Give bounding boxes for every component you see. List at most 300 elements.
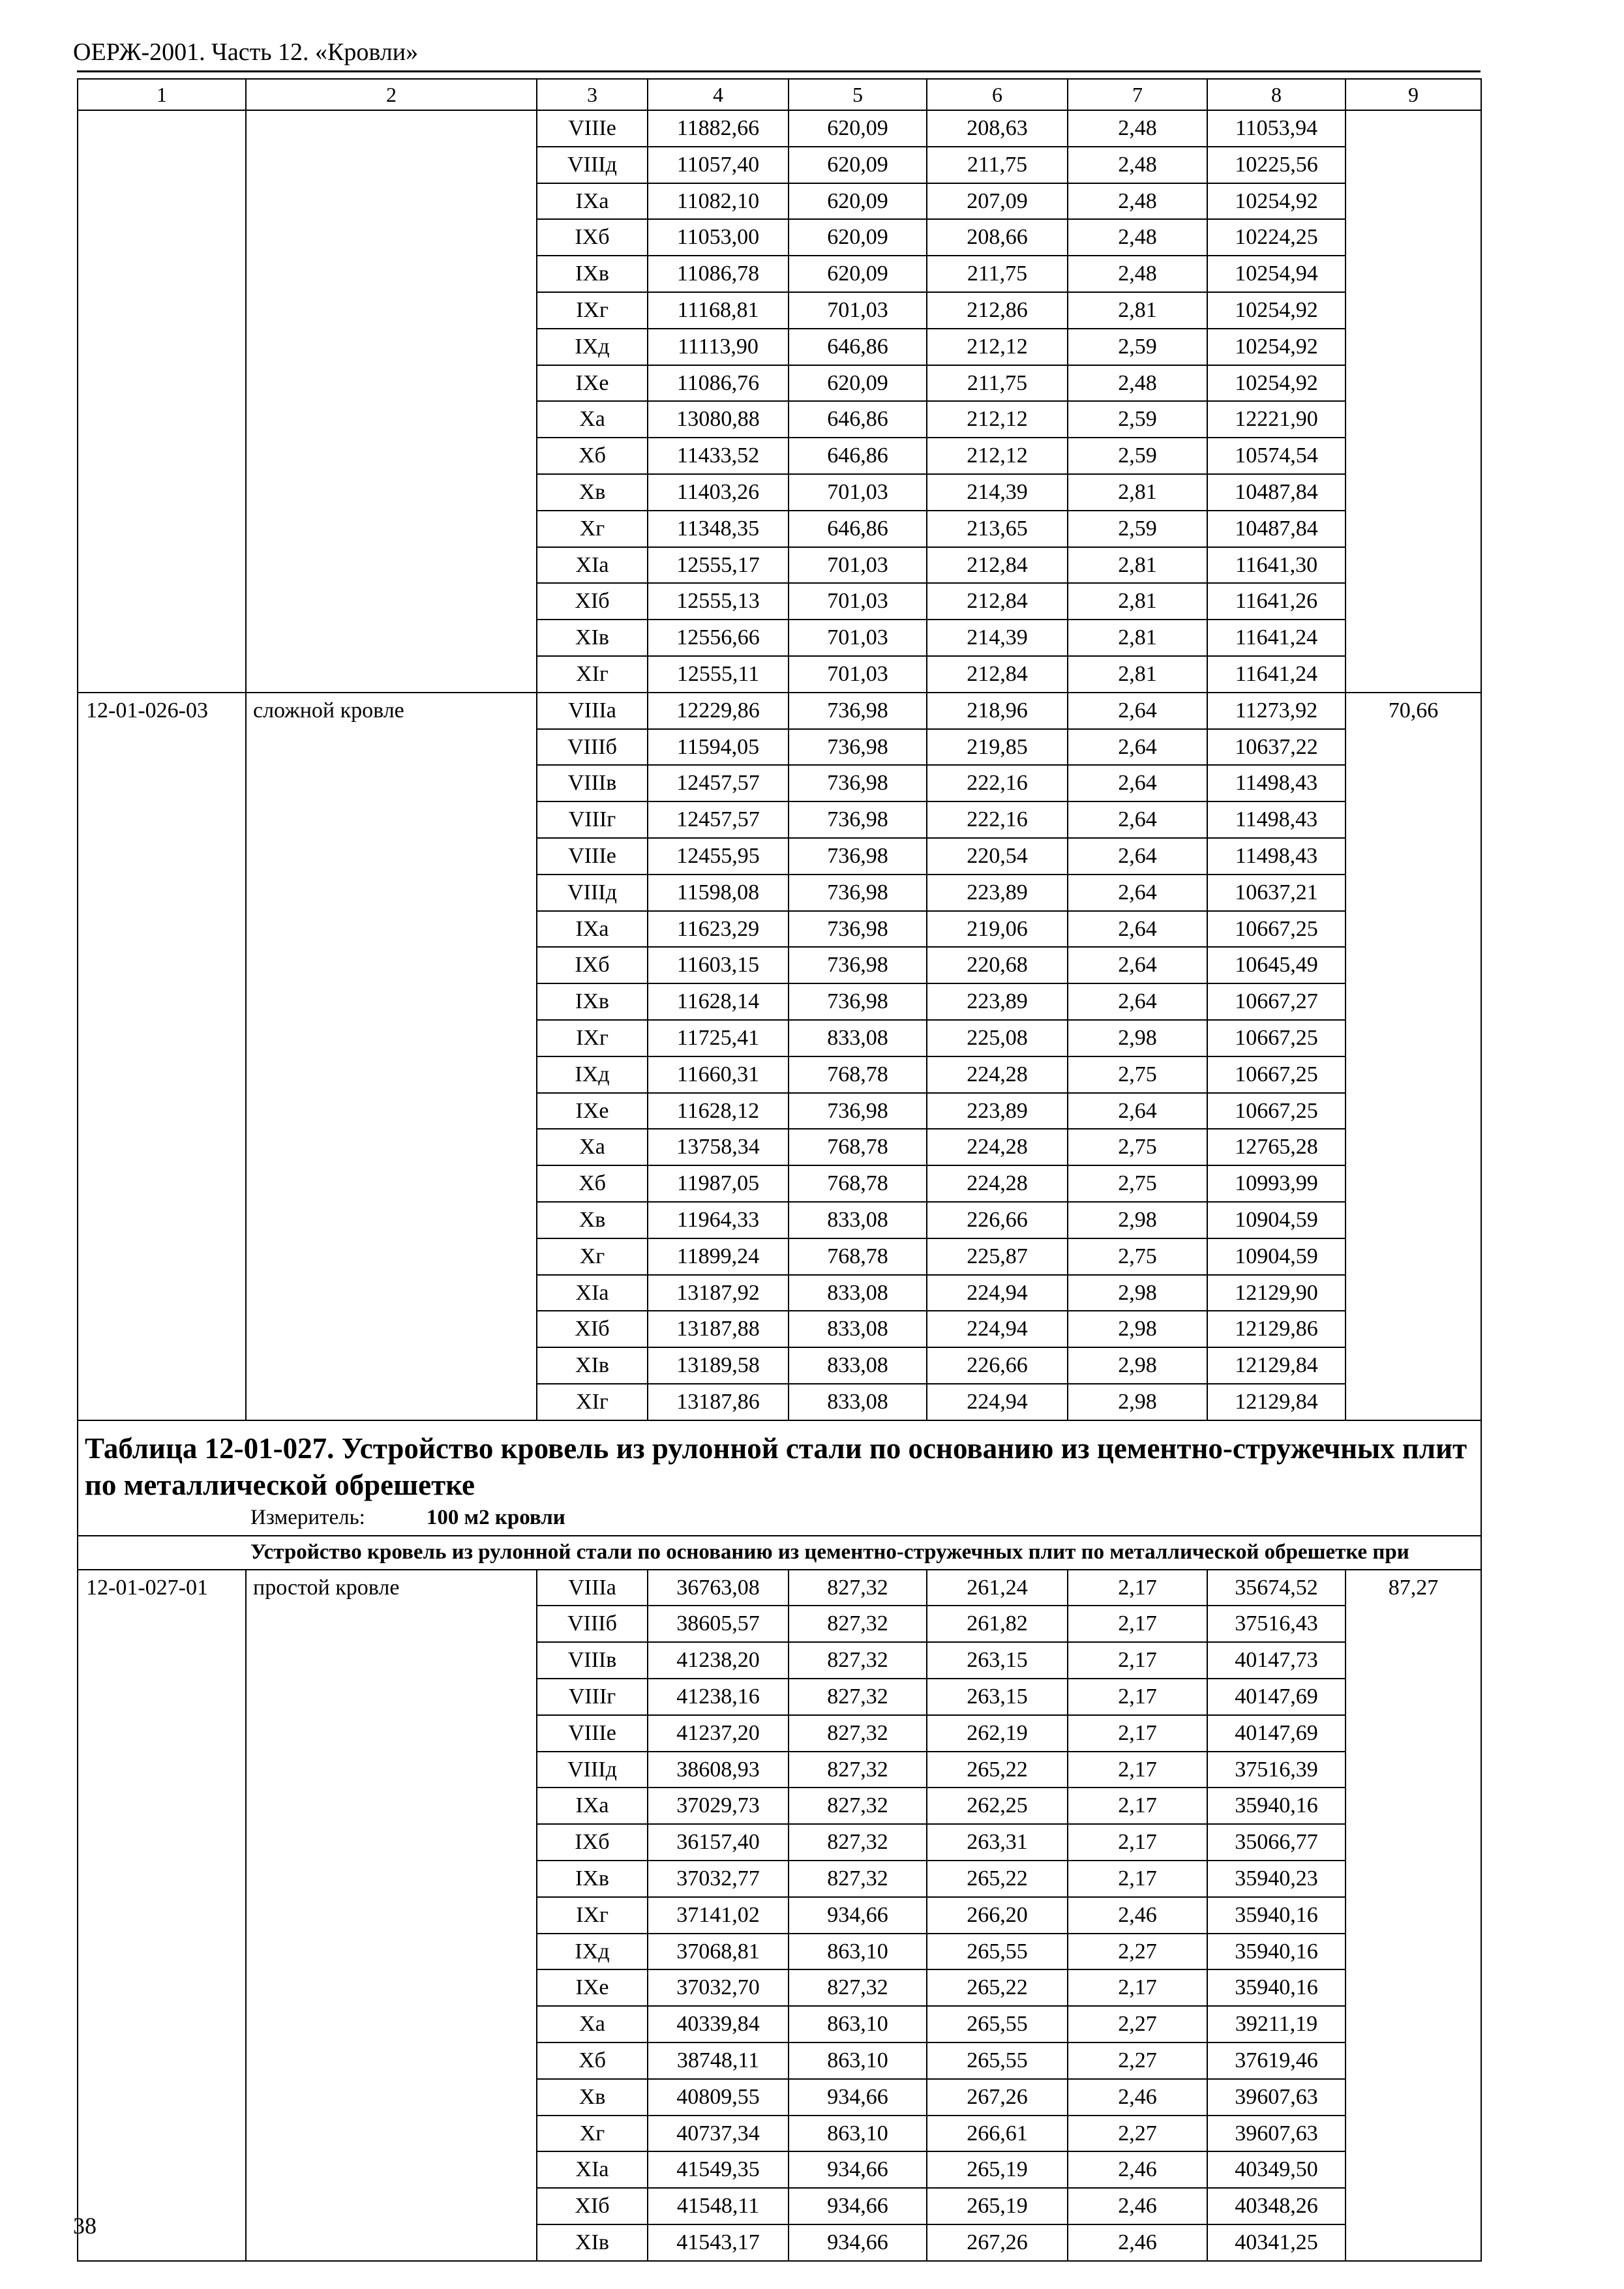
wages-cell: 827,32 [789, 1715, 927, 1752]
work-description [246, 729, 537, 766]
zone-cell: VIIIе [537, 838, 648, 875]
labor-cost-cell [1346, 1679, 1481, 1715]
materials-cell: 35940,16 [1207, 1788, 1346, 1824]
rate-code [78, 1347, 246, 1384]
table-title-row [78, 1420, 1481, 1536]
zone-cell: IXг [537, 292, 648, 329]
zone-cell: Xв [537, 2079, 648, 2116]
wages-cell: 646,86 [789, 401, 927, 438]
rate-code [78, 1969, 246, 2006]
wages-cell: 827,32 [789, 1570, 927, 1606]
materials-cell: 12129,84 [1207, 1384, 1346, 1420]
total-cost-cell: 12555,13 [648, 583, 789, 620]
labor-cost-cell [1346, 1020, 1481, 1056]
wages-cell: 736,98 [789, 693, 927, 729]
drivers-wages-cell: 2,17 [1068, 1570, 1207, 1606]
zone-cell: IXб [537, 219, 648, 256]
column-number-row [78, 79, 1481, 110]
work-description [246, 1969, 537, 2006]
machines-cell: 224,28 [927, 1056, 1068, 1093]
drivers-wages-cell: 2,17 [1068, 1606, 1207, 1642]
wages-cell: 701,03 [789, 547, 927, 584]
zone-cell: IXв [537, 1861, 648, 1897]
drivers-wages-cell: 2,64 [1068, 983, 1207, 1020]
machines-cell: 226,66 [927, 1347, 1068, 1384]
table-row [78, 693, 1481, 729]
rate-code [78, 1093, 246, 1130]
machines-cell: 214,39 [927, 620, 1068, 656]
wages-cell: 863,10 [789, 2042, 927, 2079]
table-row [78, 1384, 1481, 1420]
zone-cell: XIг [537, 656, 648, 693]
labor-cost-cell [1346, 365, 1481, 402]
wages-cell: 863,10 [789, 1934, 927, 1970]
zone-cell: XIа [537, 1275, 648, 1311]
table-row [78, 2151, 1481, 2188]
drivers-wages-cell: 2,81 [1068, 292, 1207, 329]
rate-code [78, 656, 246, 693]
zone-cell: IXд [537, 1934, 648, 1970]
labor-cost-cell: 87,27 [1346, 1570, 1481, 1606]
wages-cell: 768,78 [789, 1165, 927, 1202]
machines-cell: 263,31 [927, 1824, 1068, 1861]
table-row [78, 911, 1481, 948]
zone-cell: XIб [537, 1311, 648, 1347]
wages-cell: 736,98 [789, 801, 927, 838]
labor-cost-cell [1346, 1788, 1481, 1824]
work-description [246, 183, 537, 220]
machines-cell: 265,55 [927, 1934, 1068, 1970]
table-row [78, 1129, 1481, 1165]
materials-cell: 10667,25 [1207, 1056, 1346, 1093]
labor-cost-cell [1346, 511, 1481, 547]
work-description [246, 2151, 537, 2188]
materials-cell: 10254,94 [1207, 256, 1346, 292]
drivers-wages-cell: 2,75 [1068, 1056, 1207, 1093]
table-title-cell [78, 1420, 1481, 1536]
zone-cell: VIIIд [537, 1752, 648, 1788]
rates-table-body [78, 79, 1481, 2261]
wages-cell: 736,98 [789, 765, 927, 801]
wages-cell: 620,09 [789, 219, 927, 256]
materials-cell: 10993,99 [1207, 1165, 1346, 1202]
materials-cell: 39211,19 [1207, 2006, 1346, 2042]
table-row [78, 983, 1481, 1020]
total-cost-cell: 41548,11 [648, 2188, 789, 2224]
rate-code [78, 1020, 246, 1056]
materials-cell: 10254,92 [1207, 365, 1346, 402]
materials-cell: 12129,90 [1207, 1275, 1346, 1311]
machines-cell: 222,16 [927, 801, 1068, 838]
zone-cell: IXб [537, 1824, 648, 1861]
rate-code [78, 765, 246, 801]
table-row [78, 1679, 1481, 1715]
materials-cell: 10645,49 [1207, 947, 1346, 983]
rate-code [78, 2006, 246, 2042]
column-number: 3 [537, 79, 648, 110]
rate-code [78, 1129, 246, 1165]
drivers-wages-cell: 2,46 [1068, 2151, 1207, 2188]
zone-cell: XIв [537, 2224, 648, 2261]
wages-cell: 833,08 [789, 1275, 927, 1311]
total-cost-cell: 36157,40 [648, 1824, 789, 1861]
drivers-wages-cell: 2,64 [1068, 875, 1207, 911]
work-description [246, 1347, 537, 1384]
labor-cost-cell [1346, 474, 1481, 511]
total-cost-cell: 11433,52 [648, 438, 789, 474]
wages-cell: 833,08 [789, 1384, 927, 1420]
measure-label: Измеритель: [250, 1505, 365, 1529]
drivers-wages-cell: 2,64 [1068, 765, 1207, 801]
total-cost-cell: 12457,57 [648, 765, 789, 801]
drivers-wages-cell: 2,46 [1068, 2188, 1207, 2224]
drivers-wages-cell: 2,59 [1068, 511, 1207, 547]
wages-cell: 934,66 [789, 2151, 927, 2188]
table-row [78, 1347, 1481, 1384]
table-row [78, 474, 1481, 511]
materials-cell: 35940,16 [1207, 1969, 1346, 2006]
materials-cell: 10667,25 [1207, 1093, 1346, 1130]
table-row [78, 875, 1481, 911]
rate-code [78, 474, 246, 511]
machines-cell: 208,66 [927, 219, 1068, 256]
zone-cell: IXб [537, 947, 648, 983]
machines-cell: 211,75 [927, 256, 1068, 292]
rate-code [78, 2116, 246, 2152]
total-cost-cell: 11725,41 [648, 1020, 789, 1056]
zone-cell: Xг [537, 1238, 648, 1275]
drivers-wages-cell: 2,81 [1068, 547, 1207, 584]
total-cost-cell: 40339,84 [648, 2006, 789, 2042]
rate-code [78, 292, 246, 329]
machines-cell: 212,12 [927, 401, 1068, 438]
wages-cell: 701,03 [789, 583, 927, 620]
work-description [246, 1752, 537, 1788]
table-row [78, 2116, 1481, 2152]
total-cost-cell: 38748,11 [648, 2042, 789, 2079]
wages-cell: 620,09 [789, 183, 927, 220]
labor-cost-cell [1346, 2188, 1481, 2224]
rate-code [78, 583, 246, 620]
work-description: сложной кровле [246, 693, 537, 729]
zone-cell: IXа [537, 1788, 648, 1824]
zone-cell: IXг [537, 1020, 648, 1056]
zone-cell: XIг [537, 1384, 648, 1420]
materials-cell: 10637,21 [1207, 875, 1346, 911]
rate-code [78, 1715, 246, 1752]
work-description [246, 1606, 537, 1642]
labor-cost-cell [1346, 438, 1481, 474]
materials-cell: 10667,25 [1207, 911, 1346, 948]
drivers-wages-cell: 2,81 [1068, 620, 1207, 656]
total-cost-cell: 11348,35 [648, 511, 789, 547]
table-row [78, 1715, 1481, 1752]
labor-cost-cell [1346, 110, 1481, 147]
wages-cell: 736,98 [789, 1093, 927, 1130]
total-cost-cell: 11403,26 [648, 474, 789, 511]
total-cost-cell: 12455,95 [648, 838, 789, 875]
materials-cell: 37619,46 [1207, 2042, 1346, 2079]
materials-cell: 35940,16 [1207, 1897, 1346, 1934]
total-cost-cell: 40737,34 [648, 2116, 789, 2152]
wages-cell: 827,32 [789, 1752, 927, 1788]
labor-cost-cell [1346, 2224, 1481, 2261]
work-description [246, 329, 537, 365]
drivers-wages-cell: 2,27 [1068, 1934, 1207, 1970]
materials-cell: 37516,39 [1207, 1752, 1346, 1788]
labor-cost-cell [1346, 983, 1481, 1020]
total-cost-cell: 11660,31 [648, 1056, 789, 1093]
wages-cell: 827,32 [789, 1788, 927, 1824]
labor-cost-cell [1346, 1311, 1481, 1347]
work-description [246, 911, 537, 948]
labor-cost-cell: 70,66 [1346, 693, 1481, 729]
labor-cost-cell [1346, 1275, 1481, 1311]
table-row [78, 1969, 1481, 2006]
wages-cell: 736,98 [789, 983, 927, 1020]
total-cost-cell: 13189,58 [648, 1347, 789, 1384]
zone-cell: VIIIв [537, 765, 648, 801]
total-cost-cell: 36763,08 [648, 1570, 789, 1606]
table-row [78, 256, 1481, 292]
total-cost-cell: 38605,57 [648, 1606, 789, 1642]
drivers-wages-cell: 2,17 [1068, 1969, 1207, 2006]
zone-cell: VIIIв [537, 1642, 648, 1679]
rate-code [78, 183, 246, 220]
measure-value: 100 м2 кровли [426, 1505, 565, 1529]
labor-cost-cell [1346, 1642, 1481, 1679]
total-cost-cell: 38608,93 [648, 1752, 789, 1788]
zone-cell: Xа [537, 2006, 648, 2042]
machines-cell: 211,75 [927, 147, 1068, 183]
machines-cell: 220,54 [927, 838, 1068, 875]
zone-cell: IXд [537, 1056, 648, 1093]
drivers-wages-cell: 2,17 [1068, 1715, 1207, 1752]
drivers-wages-cell: 2,17 [1068, 1642, 1207, 1679]
work-description [246, 1165, 537, 1202]
work-description [246, 1056, 537, 1093]
machines-cell: 212,84 [927, 547, 1068, 584]
wages-cell: 768,78 [789, 1238, 927, 1275]
zone-cell: VIIIе [537, 110, 648, 147]
total-cost-cell: 41549,35 [648, 2151, 789, 2188]
machines-cell: 224,28 [927, 1165, 1068, 1202]
total-cost-cell: 37029,73 [648, 1788, 789, 1824]
table-row [78, 2079, 1481, 2116]
wages-cell: 646,86 [789, 329, 927, 365]
wages-cell: 833,08 [789, 1020, 927, 1056]
materials-cell: 10667,27 [1207, 983, 1346, 1020]
column-number: 6 [927, 79, 1068, 110]
table-row [78, 729, 1481, 766]
column-number: 7 [1068, 79, 1207, 110]
rate-code [78, 620, 246, 656]
machines-cell: 265,19 [927, 2151, 1068, 2188]
materials-cell: 40349,50 [1207, 2151, 1346, 2188]
labor-cost-cell [1346, 1347, 1481, 1384]
work-description [246, 1824, 537, 1861]
total-cost-cell: 11603,15 [648, 947, 789, 983]
materials-cell: 11498,43 [1207, 838, 1346, 875]
total-cost-cell: 41237,20 [648, 1715, 789, 1752]
table-title: Таблица 12-01-027. Устройство кровель из рулонной стали по основанию из цементно-стружечных плит по металлической обрешетке [85, 1431, 1467, 1501]
machines-cell: 265,22 [927, 1861, 1068, 1897]
work-description [246, 2224, 537, 2261]
work-description [246, 1788, 537, 1824]
machines-cell: 267,26 [927, 2224, 1068, 2261]
materials-cell: 10904,59 [1207, 1202, 1346, 1238]
table-row [78, 147, 1481, 183]
zone-cell: VIIIб [537, 729, 648, 766]
drivers-wages-cell: 2,17 [1068, 1824, 1207, 1861]
rate-code [78, 1824, 246, 1861]
labor-cost-cell [1346, 1897, 1481, 1934]
total-cost-cell: 11987,05 [648, 1165, 789, 1202]
work-description [246, 1202, 537, 1238]
zone-cell: Xг [537, 511, 648, 547]
work-description [246, 801, 537, 838]
labor-cost-cell [1346, 1824, 1481, 1861]
work-intro-cell [78, 1536, 1481, 1570]
wages-cell: 934,66 [789, 2224, 927, 2261]
total-cost-cell: 12457,57 [648, 801, 789, 838]
work-intro: Устройство кровель из рулонной стали по основанию из цементно-стружечных плит по металлической обрешетке при [250, 1540, 1409, 1564]
machines-cell: 261,24 [927, 1570, 1068, 1606]
zone-cell: Xб [537, 2042, 648, 2079]
rates-table [77, 78, 1482, 2262]
labor-cost-cell [1346, 2151, 1481, 2188]
table-row [78, 1606, 1481, 1642]
wages-cell: 736,98 [789, 947, 927, 983]
table-row [78, 1275, 1481, 1311]
labor-cost-cell [1346, 765, 1481, 801]
zone-cell: XIб [537, 2188, 648, 2224]
wages-cell: 620,09 [789, 365, 927, 402]
labor-cost-cell [1346, 1606, 1481, 1642]
labor-cost-cell [1346, 401, 1481, 438]
rate-code [78, 329, 246, 365]
zone-cell: VIIIа [537, 1570, 648, 1606]
drivers-wages-cell: 2,46 [1068, 2079, 1207, 2116]
machines-cell: 266,61 [927, 2116, 1068, 2152]
measure-line [78, 1503, 1481, 1535]
labor-cost-cell [1346, 292, 1481, 329]
total-cost-cell: 11168,81 [648, 292, 789, 329]
rate-code [78, 1752, 246, 1788]
rate-code [78, 1679, 246, 1715]
machines-cell: 265,22 [927, 1752, 1068, 1788]
work-description [246, 1384, 537, 1420]
total-cost-cell: 11086,78 [648, 256, 789, 292]
machines-cell: 223,89 [927, 983, 1068, 1020]
drivers-wages-cell: 2,48 [1068, 219, 1207, 256]
work-description [246, 620, 537, 656]
total-cost-cell: 11594,05 [648, 729, 789, 766]
machines-cell: 262,19 [927, 1715, 1068, 1752]
wages-cell: 934,66 [789, 1897, 927, 1934]
rate-code [78, 219, 246, 256]
wages-cell: 646,86 [789, 511, 927, 547]
labor-cost-cell [1346, 2079, 1481, 2116]
machines-cell: 224,94 [927, 1384, 1068, 1420]
header-rule [77, 70, 1481, 72]
drivers-wages-cell: 2,48 [1068, 365, 1207, 402]
drivers-wages-cell: 2,48 [1068, 147, 1207, 183]
total-cost-cell: 11628,12 [648, 1093, 789, 1130]
table-row [78, 1752, 1481, 1788]
materials-cell: 11641,24 [1207, 620, 1346, 656]
drivers-wages-cell: 2,17 [1068, 1679, 1207, 1715]
rate-code [78, 401, 246, 438]
table-row [78, 365, 1481, 402]
drivers-wages-cell: 2,48 [1068, 256, 1207, 292]
table-row [78, 1788, 1481, 1824]
rate-code [78, 875, 246, 911]
drivers-wages-cell: 2,98 [1068, 1202, 1207, 1238]
drivers-wages-cell: 2,46 [1068, 1897, 1207, 1934]
work-description [246, 583, 537, 620]
machines-cell: 212,12 [927, 438, 1068, 474]
labor-cost-cell [1346, 1056, 1481, 1093]
materials-cell: 40341,25 [1207, 2224, 1346, 2261]
work-description [246, 1275, 537, 1311]
work-description [246, 1715, 537, 1752]
zone-cell: VIIIд [537, 875, 648, 911]
total-cost-cell: 12229,86 [648, 693, 789, 729]
materials-cell: 10487,84 [1207, 511, 1346, 547]
materials-cell: 40147,69 [1207, 1715, 1346, 1752]
materials-cell: 40147,69 [1207, 1679, 1346, 1715]
drivers-wages-cell: 2,17 [1068, 1861, 1207, 1897]
drivers-wages-cell: 2,17 [1068, 1788, 1207, 1824]
rate-code [78, 365, 246, 402]
machines-cell: 263,15 [927, 1679, 1068, 1715]
materials-cell: 11273,92 [1207, 693, 1346, 729]
table-row [78, 1934, 1481, 1970]
drivers-wages-cell: 2,27 [1068, 2116, 1207, 2152]
work-description [246, 2042, 537, 2079]
table-row [78, 2188, 1481, 2224]
machines-cell: 212,12 [927, 329, 1068, 365]
work-description [246, 1679, 537, 1715]
labor-cost-cell [1346, 2006, 1481, 2042]
labor-cost-cell [1346, 1165, 1481, 1202]
drivers-wages-cell: 2,98 [1068, 1384, 1207, 1420]
table-row [78, 656, 1481, 693]
drivers-wages-cell: 2,75 [1068, 1238, 1207, 1275]
work-description [246, 2188, 537, 2224]
materials-cell: 35940,16 [1207, 1934, 1346, 1970]
work-description [246, 1642, 537, 1679]
table-row [78, 1311, 1481, 1347]
drivers-wages-cell: 2,75 [1068, 1129, 1207, 1165]
drivers-wages-cell: 2,27 [1068, 2042, 1207, 2079]
wages-cell: 736,98 [789, 875, 927, 911]
drivers-wages-cell: 2,81 [1068, 474, 1207, 511]
work-description [246, 438, 537, 474]
materials-cell: 12129,86 [1207, 1311, 1346, 1347]
materials-cell: 35940,23 [1207, 1861, 1346, 1897]
rate-code [78, 1642, 246, 1679]
materials-cell: 10574,54 [1207, 438, 1346, 474]
drivers-wages-cell: 2,98 [1068, 1275, 1207, 1311]
wages-cell: 646,86 [789, 438, 927, 474]
table-row [78, 765, 1481, 801]
materials-cell: 12765,28 [1207, 1129, 1346, 1165]
total-cost-cell: 37032,77 [648, 1861, 789, 1897]
table-row [78, 219, 1481, 256]
zone-cell: IXг [537, 1897, 648, 1934]
